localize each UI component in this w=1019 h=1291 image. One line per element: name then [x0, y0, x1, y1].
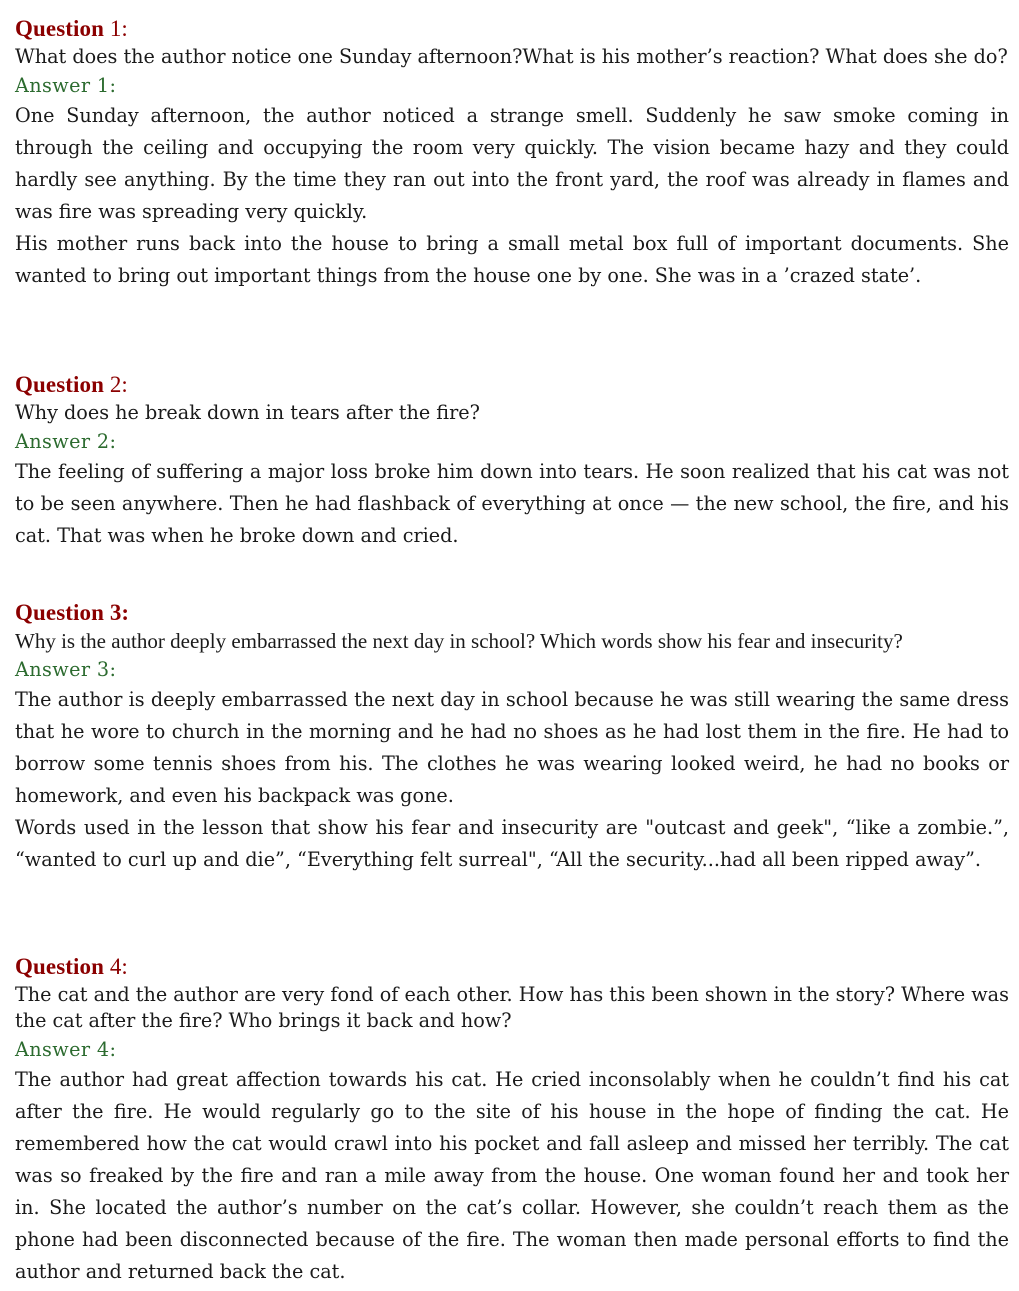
question-word: Question [15, 954, 104, 979]
question-text: Why does he break down in tears after the fire? [15, 401, 480, 424]
question-heading [15, 14, 1009, 44]
question-word: Question 3: [15, 600, 130, 625]
question-heading [15, 598, 1009, 628]
qa-block-3 [15, 598, 1009, 876]
question-word: Question [15, 372, 104, 397]
answer-label: Answer 3: [15, 658, 117, 681]
question-heading [15, 370, 1009, 400]
question-text: The cat and the author are very fond of each other. How has this been shown in the story? Where was the cat after the fire? Who brings it back and how? [15, 983, 1009, 1032]
question-text: Why is the author deeply embarrassed the next day in school? Which words show his fear and insecurity? [15, 629, 903, 653]
question-number: 2: [103, 372, 128, 397]
answer-paragraph: The feeling of suffering a major loss broke him down into tears. He soon realized that his cat was not to be seen anywhere. Then he had flashback of everything at once — the new school, the fire, and his cat. That was when he broke down and cried. [15, 460, 1009, 547]
qa-block-4 [15, 952, 1009, 1288]
qa-block-2 [15, 370, 1009, 552]
qa-block-1 [15, 14, 1009, 292]
question-word: Question [15, 16, 104, 41]
question-number: 1: [103, 16, 128, 41]
question-heading [15, 952, 1009, 982]
answer-paragraph: His mother runs back into the house to bring a small metal box full of important documents. She wanted to bring out important things from the house one by one. She was in a ’crazed state’. [15, 232, 1009, 287]
answer-label: Answer 2: [15, 430, 117, 453]
answer-paragraph: Words used in the lesson that show his fear and insecurity are "outcast and geek", “like a zombie.”, “wanted to curl up and die”, “Everything felt surreal", “All the security...had all been ripped away”. [15, 816, 1009, 871]
answer-label: Answer 1: [15, 74, 117, 97]
answer-label: Answer 4: [15, 1038, 117, 1061]
answer-paragraph: One Sunday afternoon, the author noticed a strange smell. Suddenly he saw smoke coming in through the ceiling and occupying the room very quickly. The vision became hazy and they could hardly see anything. By the time they ran out into the front yard, the roof was already in flames and was fire was spreading very quickly. [15, 104, 1009, 223]
answer-paragraph: The author had great affection towards his cat. He cried inconsolably when he couldn’t find his cat after the fire. He would regularly go to the site of his house in the hope of finding the cat. He remembered how the cat would crawl into his pocket and fall asleep and missed her terribly. The cat was so freaked by the fire and ran a mile away from the house. One woman found her and took her in. She located the author’s number on the cat’s collar. However, she couldn’t reach them as the phone had been disconnected because of the fire. The woman then made personal efforts to find the author and returned back the cat. [15, 1068, 1009, 1283]
question-text: What does the author notice one Sunday afternoon?What is his mother’s reaction? What does she do? [15, 45, 1008, 68]
answer-paragraph: The author is deeply embarrassed the next day in school because he was still wearing the same dress that he wore to church in the morning and he had no shoes as he had lost them in the fire. He had to borrow some tennis shoes from his. The clothes he was wearing looked weird, he had no books or homework, and even his backpack was gone. [15, 688, 1009, 807]
question-number: 4: [103, 954, 128, 979]
